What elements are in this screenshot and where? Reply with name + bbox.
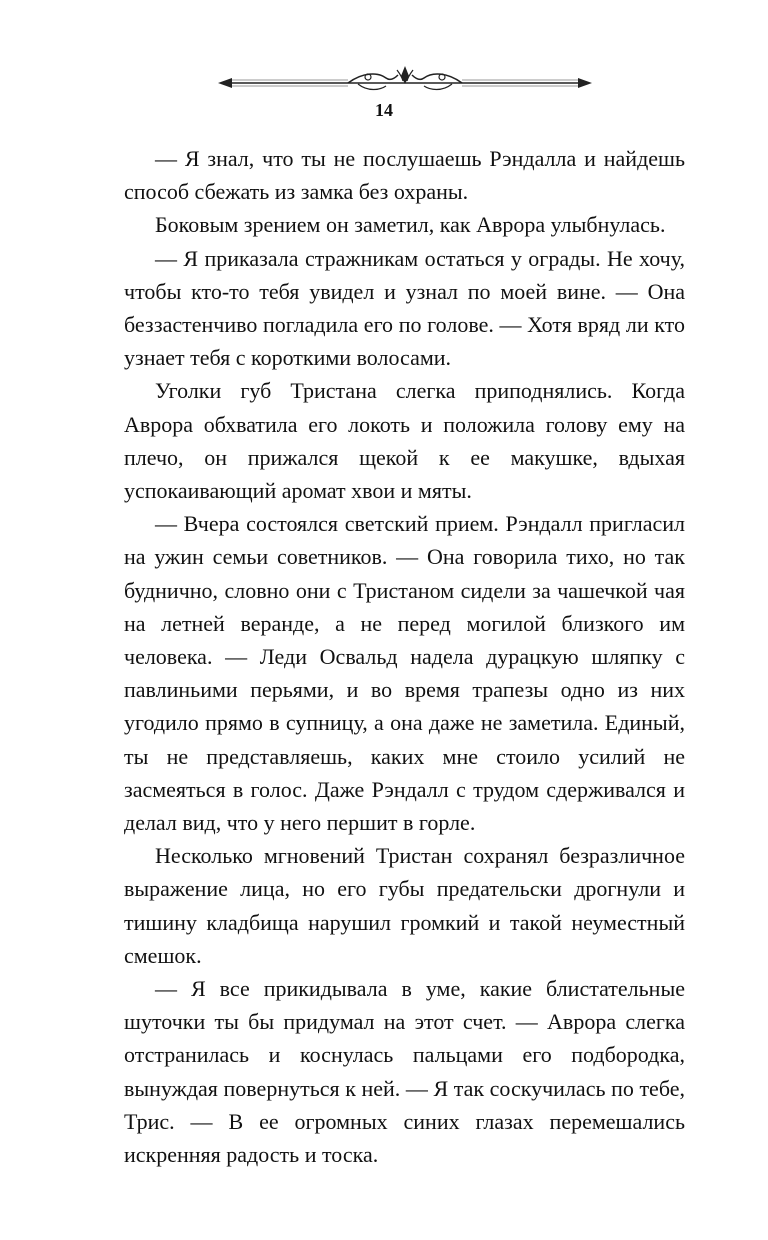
paragraph: Уголки губ Тристана слегка приподнялись. Когда Аврора обхватила его локоть и положила голову ему на плечо, он прижался щекой к ее макушке, вдыхая успокаивающий аромат хвои и мяты.: [124, 378, 685, 504]
paragraph: — Я знал, что ты не послушаешь Рэндалла и найдешь способ сбежать из замка без охраны.: [124, 146, 685, 205]
paragraph: Боковым зрением он заметил, как Аврора улыбнулась.: [155, 212, 666, 238]
body-text: [124, 142, 685, 1171]
paragraph: Несколько мгновений Тристан сохранял безразличное выражение лица, но его губы предательски дрогнули и тишину кладбища нарушил громкий и такой неуместный смешок.: [124, 843, 685, 968]
decorative-header-ornament: [218, 62, 592, 104]
paragraph: — Я все прикидывала в уме, какие блистательные шуточки ты бы придумал на этот счет. — Аврора слегка отстранилась и коснулась пальцами его подбородка, вынуждая повернуться к ней. — Я так соскучилась по тебе, Трис. — В ее огромных синих глазах перемешались искренняя радость и тоска.: [124, 976, 685, 1168]
paragraph: — Я приказала стражникам остаться у ограды. Не хочу, чтобы кто-то тебя увидел и узнал по моей вине. — Она беззастенчиво погладила его по голове. — Хотя вряд ли кто узнает тебя с короткими волосами.: [124, 245, 685, 371]
paragraph: — Вчера состоялся светский прием. Рэндалл пригласил на ужин семьи советников. — Она говорила тихо, но так буднично, словно они с Тристаном сидели за чашечкой чая на летней веранде, а не перед могилой близкого им человека. — Леди Освальд надела дурацкую шляпку с павлиньими перьями, и во время трапезы одно из них угодило прямо в супницу, а она даже не заметила. Единый, ты не представляешь, каких мне стоило усилий не засмеяться в голос. Даже Рэндалл с трудом сдерживался и делал вид, что у него першит в горле.: [124, 511, 685, 836]
page-number: 14: [375, 100, 393, 120]
